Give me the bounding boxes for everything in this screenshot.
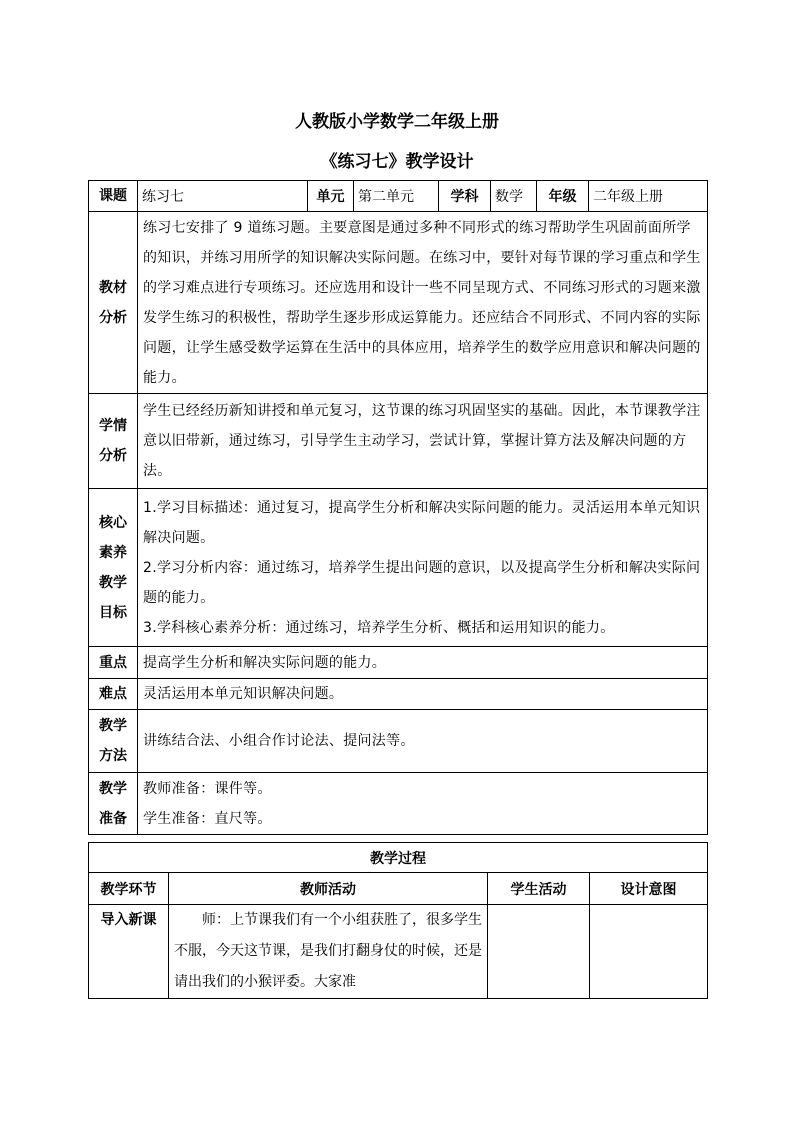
process-title-row [89,843,708,873]
course-row [89,181,708,212]
key-point-text: 提高学生分析和解决实际问题的能力。 [138,647,708,679]
method-label: 教学 方法 [89,710,138,773]
method-text: 讲练结合法、小组合作讨论法、提问法等。 [138,710,708,773]
core-goals-text [138,489,708,647]
unit-value: 第二单元 [354,181,439,212]
teacher-preparation: 教师准备：课件等。 [143,780,272,797]
method-row [89,710,708,773]
textbook-analysis-text: 练习七安排了 9 道练习题。主要意图是通过多种不同形式的练习帮助学生巩固前面所学的知识，并练习用所学的知识解决实际问题。在练习中，要针对每节课的学习重点和学生的学习难点进行专项练习。还应选用和设计一些不同呈现方式、不同练习形式的习题来激发学生练习的积极性，帮助学生逐步形成运算能力。还应结合不同形式、不同内容的实际问题，让学生感受数学运算在生活中的具体应用，培养学生的数学应用意识和解决问题的能力。 [138,212,708,394]
teaching-process-table [88,842,708,999]
goal-item: 2.学习分析内容：通过练习，培养学生提出问题的意识，以及提高学生分析和解决实际问题的能力。 [143,559,701,606]
unit-label: 单元 [308,181,354,212]
textbook-analysis-row [89,212,708,394]
teacher-activity-cell: 师：上节课我们有一个小组获胜了，很多学生不服，今天这节课，是我们打翻身仗的时候，还是请出我们的小猴评委。大家准 [169,905,488,999]
lesson-info-table [88,180,708,835]
textbook-analysis-label: 教材 分析 [89,212,138,394]
difficulty-row [89,679,708,710]
process-title: 教学过程 [89,843,708,873]
student-analysis-row [89,394,708,489]
grade-label: 年级 [537,181,589,212]
core-goals-label: 核心 素养 教学 目标 [89,489,138,647]
difficulty-text: 灵活运用本单元知识解决问题。 [138,679,708,710]
stage-header: 教学环节 [89,873,169,905]
goal-item: 1.学习目标描述：通过复习，提高学生分析和解决实际问题的能力。灵活运用本单元知识解决问题。 [143,499,701,546]
stage-cell: 导入新课 [89,905,169,999]
student-preparation: 学生准备：直尺等。 [143,810,272,827]
document-title: 人教版小学数学二年级上册 [295,112,499,132]
course-value: 练习七 [138,181,308,212]
process-row [89,905,708,999]
design-intent-header: 设计意图 [590,873,708,905]
student-analysis-label: 学情 分析 [89,394,138,489]
design-intent-cell [590,905,708,999]
course-label: 课题 [89,181,138,212]
process-header-row [89,873,708,905]
core-goals-row [89,489,708,647]
preparation-text [138,773,708,835]
lesson-title: 《练习七》教学设计 [320,152,474,172]
subject-value: 数学 [491,181,537,212]
student-analysis-text: 学生已经经历新知讲授和单元复习，这节课的练习巩固坚实的基础。因此，本节课教学注意以旧带新，通过练习，引导学生主动学习，尝试计算，掌握计算方法及解决问题的方法。 [138,394,708,489]
student-activity-cell [488,905,590,999]
student-activity-header: 学生活动 [488,873,590,905]
key-point-label: 重点 [89,647,138,679]
preparation-row [89,773,708,835]
preparation-label: 教学 准备 [89,773,138,835]
subject-label: 学科 [439,181,491,212]
grade-value: 二年级上册 [589,181,708,212]
goal-item: 3.学科核心素养分析：通过练习，培养学生分析、概括和运用知识的能力。 [143,619,615,636]
difficulty-label: 难点 [89,679,138,710]
teacher-activity-header: 教师活动 [169,873,488,905]
key-point-row [89,647,708,679]
